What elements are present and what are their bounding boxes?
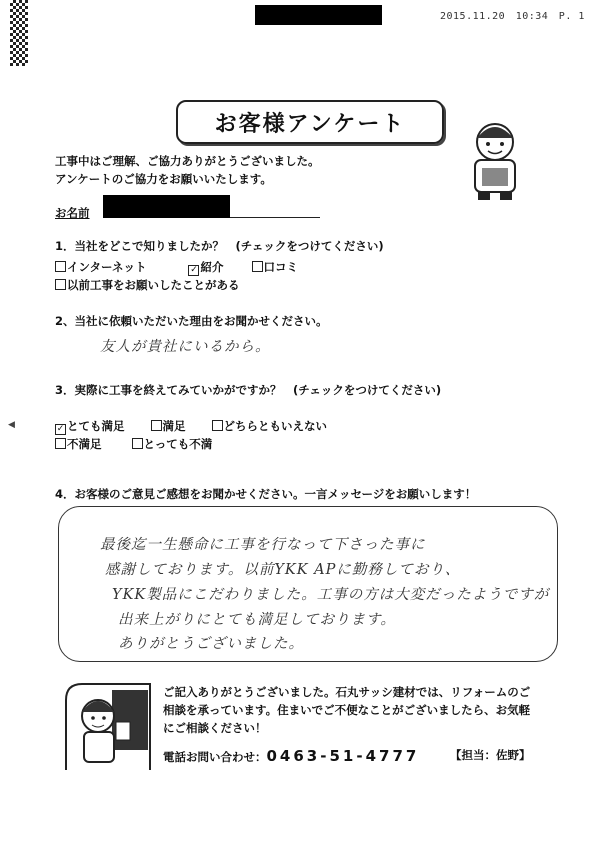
q1-option-previous[interactable]: 以前工事をお願いしたことがある [55,277,240,293]
name-label: お名前 [55,206,90,220]
phone-label: 電話お問い合わせ： [163,750,267,764]
q1-option-internet[interactable]: インターネット [55,259,146,275]
mascot-illustration [462,118,528,204]
q2-handwritten-answer: 友人が貴社にいるから。 [100,339,271,355]
q3-option-neutral[interactable]: どちらともいえない [212,418,328,434]
q3-option-very-dissatisfied[interactable]: とっても不満 [132,436,213,452]
q1-option-word-of-mouth[interactable]: 口コミ [252,259,299,275]
q1-options-row-1 [55,259,332,276]
q3-option-very-satisfied[interactable]: ✓ とても満足 [56,419,125,434]
checkbox[interactable] [55,261,66,272]
checkbox[interactable] [212,420,223,431]
footer-line-2: 相談を承っています。住まいでご不便なことがございましたら、お気軽 [163,703,531,717]
checkbox-checked[interactable]: ✓ [56,424,65,434]
checkbox[interactable] [55,279,66,290]
q3-option-satisfied[interactable]: 満足 [151,418,186,434]
checkbox[interactable] [151,420,162,431]
phone-contact [163,747,419,765]
q1-question: 1．当社をどこで知りましたか？ (チェックをつけてください) [55,239,384,253]
footer-line-3: にご相談ください！ [163,721,267,735]
q3-options-row-2 [55,436,246,452]
q2-question: 2、当社に依頼いただいた理由をお聞かせください。 [55,314,328,328]
intro-line-2: アンケートのご協力をお願いいたします。 [55,172,272,186]
checkbox[interactable] [132,438,143,449]
checkbox[interactable] [55,438,66,449]
contact-person: 【担当：佐野】 [450,748,531,762]
q3-question: 3．実際に工事を終えてみていかがですか？ (チェックをつけてください) [55,383,442,397]
q1-option-referral[interactable]: ✓ 紹介 [190,260,224,275]
phone-number: 0463-51-4777 [266,747,420,765]
checkbox[interactable] [252,261,263,272]
scan-registration-marks [10,0,28,66]
staff-illustration [62,680,154,772]
intro-line-1: 工事中はご理解、ご協力ありがとうございました。 [55,154,320,168]
margin-arrow-icon: ◀ [8,420,15,430]
q3-option-dissatisfied[interactable]: 不満足 [55,436,102,452]
redacted-name [103,195,230,218]
q4-answer-line-5: ありがとうございました。 [118,636,304,652]
q4-answer-line-2: 感謝しております。以前YKK APに勤務しており、 [105,562,461,578]
q4-answer-line-1: 最後迄一生懸命に工事を行なって下さった事に [100,537,426,553]
page-title: お客様アンケート [176,100,444,144]
redacted-sender [255,5,382,25]
q4-answer-line-3: YKK製品にこだわりました。工事の方は大変だったようですが [112,587,550,603]
q4-question: 4．お客様のご意見ご感想をお聞かせください。一言メッセージをお願いします！ [55,487,477,501]
q3-options-row-1 [55,418,361,435]
q4-answer-line-4: 出来上がりにとても満足しております。 [118,612,396,628]
checkbox-checked[interactable]: ✓ [190,265,198,275]
fax-timestamp: 2015.11.20 10:34 P. 1 [440,11,585,22]
footer-line-1: ご記入ありがとうございました。石丸サッシ建材では、リフォームのご [163,685,531,699]
